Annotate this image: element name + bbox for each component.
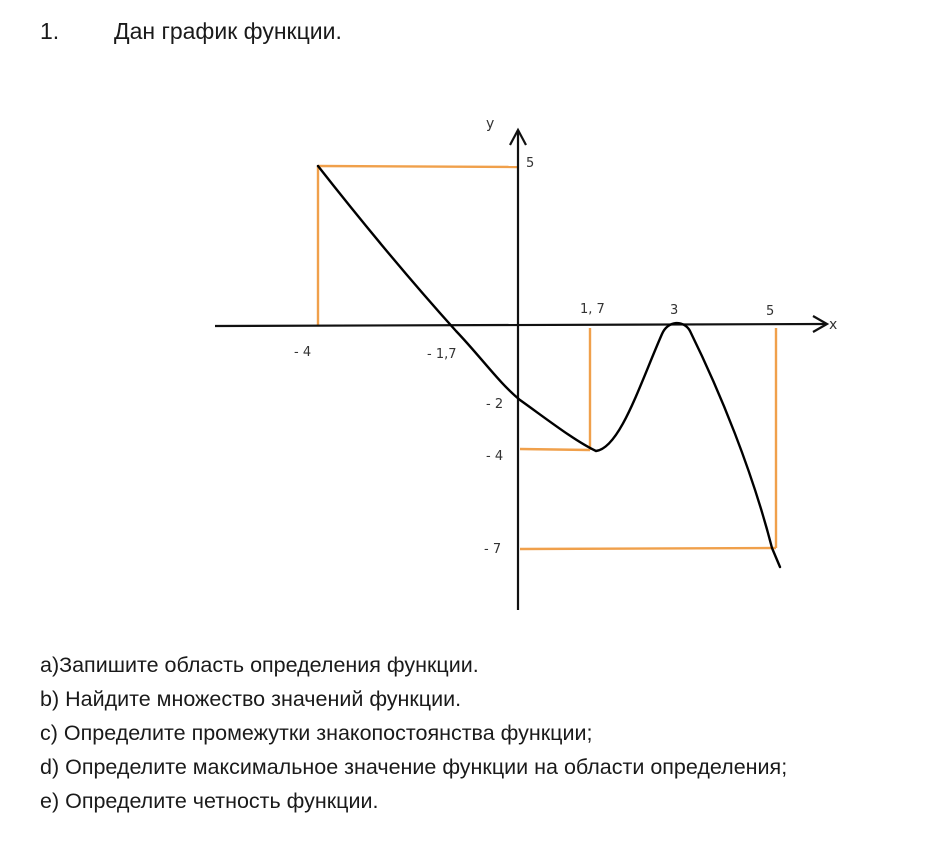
question-c: c) Определите промежутки знакопостоянства функции; <box>40 721 593 745</box>
x-tick-label: 5 <box>766 304 775 319</box>
question-a: a)Запишите область определения функции. <box>40 653 479 677</box>
x-axis-label: x <box>829 317 838 333</box>
y-axis-label: y <box>486 116 495 132</box>
function-curve <box>318 166 780 567</box>
x-tick-label: 1, 7 <box>580 302 605 317</box>
guide-y-minus7 <box>520 548 776 549</box>
question-d: d) Определите максимальное значение функции на области определения; <box>40 755 788 779</box>
x-tick-label: - 1,7 <box>427 347 457 362</box>
y-tick-label: - 2 <box>486 397 504 412</box>
task-number: 1. <box>40 18 60 44</box>
task-title: Дан график функции. <box>114 18 342 44</box>
x-axis <box>215 324 825 326</box>
y-tick-label: - 4 <box>486 449 504 464</box>
x-tick-label: - 4 <box>294 345 312 360</box>
questions-list <box>40 648 787 818</box>
question-e: e) Определите четность функции. <box>40 789 379 813</box>
y-tick-label: - 7 <box>484 542 502 557</box>
question-b: b) Найдите множество значений функции. <box>40 687 462 711</box>
guide-y-minus4 <box>520 449 590 450</box>
guide-y-5 <box>318 166 518 167</box>
guide-lines <box>318 166 776 549</box>
y-tick-label: 5 <box>526 156 535 171</box>
x-tick-label: 3 <box>670 303 679 318</box>
